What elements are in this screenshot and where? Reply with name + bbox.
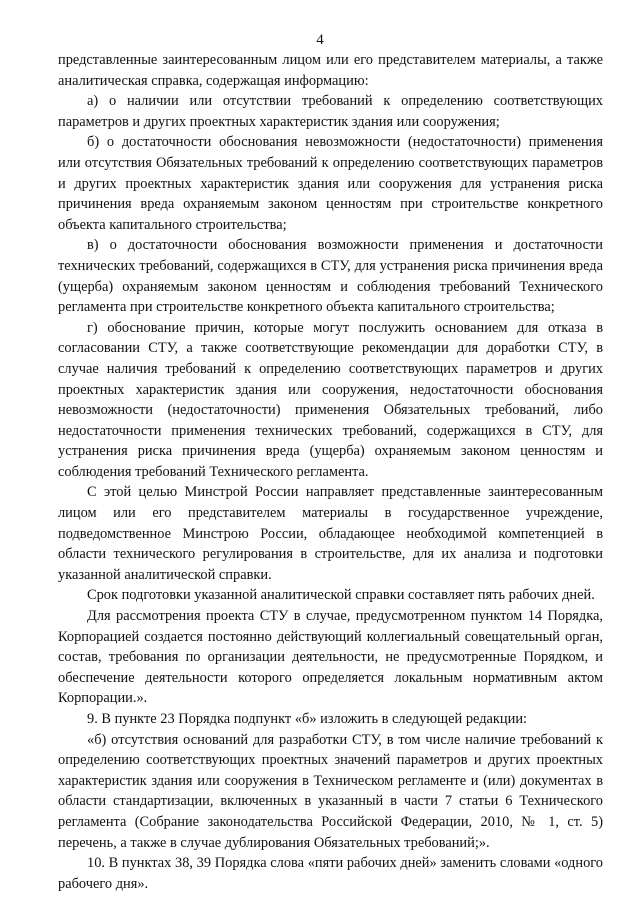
paragraph: б) о достаточности обоснования невозможности (недостаточности) применения или отсутствия Обязательных требований к определению соответствующих параметров и других проектных характеристик здания или сооружения для устранения риска причинения вреда охраняемым законом ценностям при строительстве конкретного объекта капитального строительства; [58,134,603,233]
paragraph: представленные заинтересованным лицом или его представителем материалы, а также аналитическая справка, содержащая информацию: [58,52,603,89]
paragraph: «б) отсутствия оснований для разработки СТУ, в том числе наличие требований к определению соответствующих проектных значений параметров и других проектных характеристик здания или сооружения в Техническом регламенте и (или) документах в области стандартизации, включенных в указанный в части 7 статьи 6 Технического регламента (Собрание законодательства Российской Федерации, 2010, № 1, ст. 5) перечень, а также в случае дублирования Обязательных требований;». [58,731,603,851]
paragraph: С этой целью Минстрой России направляет представленные заинтересованным лицом или его представителем материалы в государственное учреждение, подведомственное Минстрою России, обладающее необходимой компетенцией в области технического регулирования в строительстве, для их анализа и подготовки указанной аналитической справки. [58,484,603,583]
paragraph: Срок подготовки указанной аналитической справки составляет пять рабочих дней. [87,587,595,604]
paragraph: в) о достаточности обоснования возможности применения и достаточности технических требований, содержащихся в СТУ, для устранения риска причинения вреда (ущерба) охраняемым законом ценностям и соблюдения требований Технического регламента при строительстве конкретного объекта капитального строительства; [58,237,603,316]
paragraph: 9. В пункте 23 Порядка подпункт «б» изложить в следующей редакции: [87,711,528,727]
paragraph: а) о наличии или отсутствии требований к определению соответствующих параметров и других проектных характеристик здания или сооружения; [58,93,603,130]
document-body [58,50,603,894]
paragraph: 10. В пунктах 38, 39 Порядка слова «пяти рабочих дней» заменить словами «одного рабочего дня». [58,855,603,892]
page-number: 4 [316,32,324,48]
paragraph: г) обоснование причин, которые могут послужить основанием для отказа в согласовании СТУ, а также соответствующие рекомендации для доработки СТУ, в случае наличия требований к определению соответствующих параметров и других проектных характеристик здания или сооружения, недостаточности обоснования невозможности (недостаточности) применения Обязательных требований, либо недостаточности применения технических требований, содержащихся в СТУ, для устранения риска причинения вреда (ущерба) охраняемым законом ценностям и соблюдения требований Технического регламента. [58,319,603,480]
paragraph: Для рассмотрения проекта СТУ в случае, предусмотренном пунктом 14 Порядка, Корпорацией создается постоянно действующий коллегиальный совещательный орган, состав, требования по организации деятельности, не предусмотренные Порядком, и обеспечение деятельности которого определяется локальным нормативным актом Корпорации.». [58,608,603,707]
